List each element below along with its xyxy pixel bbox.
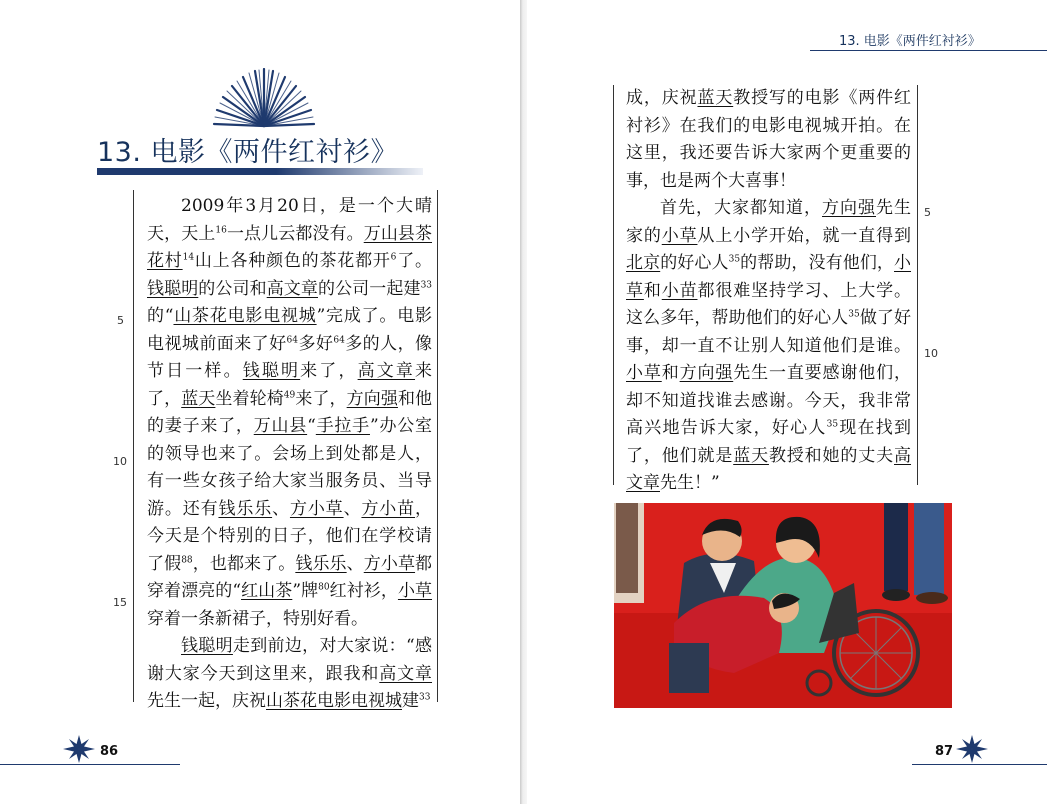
right-page [527,0,1047,804]
body-text-right [626,85,911,498]
line-number-10: 10 [113,455,127,468]
flower-ornament-icon [955,734,989,764]
header-rule [810,50,1047,51]
line-number-5: 5 [117,314,124,327]
left-margin-rule [133,190,134,702]
page-number: 86 [100,744,119,759]
title-underline-bar [97,168,423,175]
left-page [0,0,520,804]
chapter-title: 13. 电影《两件红衬衫》 [97,137,399,168]
wheelchair-scene-illustration [614,503,952,708]
footer-rule [0,764,180,765]
right-margin-rule [437,190,438,702]
running-head: 13. 电影《两件红衬衫》 [839,34,981,49]
flower-ornament-icon [62,734,96,764]
line-number-10: 10 [924,347,938,360]
line-number-15: 15 [113,596,127,609]
paragraph: 2009年3月20日，是一个大晴天，天上$^{16}$一点儿云都没有。万山县茶花村$^{14}$山上各种颜色的茶花都开$^6$了。钱聪明的公司和高文章的公司一起建$^{33}$的“山茶花电影电视城”完成了。电影电视城前面来了好$^{64}$多好$^{64}$多的人，像节日一样。钱聪明来了，高文章来了，蓝天坐着轮椅$^{49}$来了，方向强和他的妻子来了，万山县“手拉手”办公室的领导也来了。会场上到处都是人，有一些女孩子给大家当服务员、当导游。还有钱乐乐、方小草、方小苗，今天是个特别的日子，他们在学校请了假$^{88}$，也都来了。钱乐乐、方小草都穿着漂亮的“红山茶”牌$^{80}$红衬衫，小草穿着一条新裙子，特别好看。 [147,196,433,629]
paragraph: 成，庆祝蓝天教授写的电影《两件红衬衫》在我们的电影电视城开拍。在这里，我还要告诉大家两个更重要的事，也是两个大喜事！ [626,88,912,191]
right-margin-rule [917,85,918,485]
paragraph: 钱聪明走到前边，对大家说：“感谢大家今天到这里来，跟我和高文章先生一起，庆祝山茶花电影电视城建$^{33}$ [147,636,433,711]
page-number: 87 [935,744,954,759]
paragraph: 首先，大家都知道，方向强先生家的小草从上小学开始，就一直得到北京的好心人$^{35}$的帮助，没有他们，小草和小苗都很难坚持学习、上大学。这么多年，帮助他们的好心人$^{35}$做了好事，却一直不让别人知道他们是谁。小草和方向强先生一直要感谢他们，却不知道找谁去感谢。今天，我非常高兴地告诉大家，好心人$^{35}$现在找到了，他们就是蓝天教授和她的丈夫高文章先生！” [626,198,912,493]
line-number-5: 5 [924,206,931,219]
sunburst-ornament [212,68,316,128]
left-margin-rule [613,85,614,485]
book-gutter [520,0,527,804]
body-text-left [147,193,432,716]
footer-rule [912,764,1047,765]
